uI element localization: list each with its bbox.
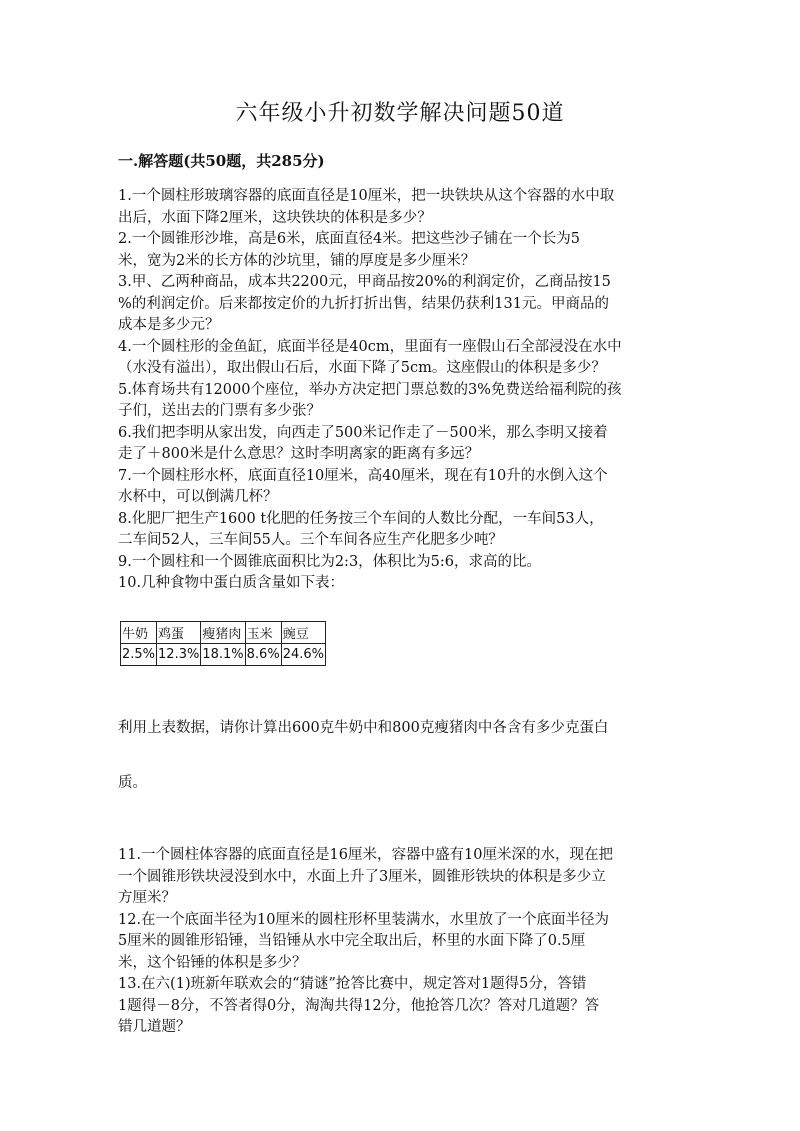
- protein-table-wrapper: [120, 621, 326, 666]
- question-line: 二车间52人，三车间55人。三个车间各应生产化肥多少吨？: [118, 532, 503, 548]
- question-line: 4.一个圆柱形的金鱼缸，底面半径是40cm，里面有一座假山石全部浸没在水中: [118, 338, 622, 355]
- question-line: 出后，水面下降2厘米，这块铁块的体积是多少？: [118, 209, 432, 226]
- question-line: 错几道题？: [118, 1019, 191, 1035]
- protein-table: [120, 621, 326, 666]
- table-question-text: 利用上表数据，请你计算出600克牛奶中和800克瘦猪肉中各含有多少克蛋白: [118, 720, 609, 736]
- question-line: 水杯中，可以倒满几杯？: [118, 489, 278, 505]
- question-line: 成本是多少元？: [118, 317, 220, 333]
- section-heading: 一.解答题(共50题，共285分): [118, 152, 325, 170]
- table-cell: 12.3%: [157, 644, 201, 666]
- table-cell: 24.6%: [281, 644, 325, 666]
- page-title: 六年级小升初数学解决问题50道: [235, 101, 565, 126]
- table-row: [121, 644, 326, 666]
- question-line: 3.甲、乙两种商品，成本共2200元，甲商品按20%的利润定价，乙商品按15: [118, 274, 611, 290]
- table-cell: 2.5%: [121, 644, 157, 666]
- question-line: 9.一个圆柱和一个圆锥底面积比为2:3，体积比为5:6，求高的比。: [118, 553, 542, 570]
- question-line: 子们，送出去的门票有多少张？: [118, 403, 321, 419]
- table-cell: 18.1%: [201, 644, 245, 666]
- table-header-row: [121, 622, 326, 644]
- question-line: 2.一个圆锥形沙堆，高是6米，底面直径4米。把这些沙子铺在一个长为5: [118, 231, 581, 247]
- table-header-cell: 牛奶: [121, 622, 157, 644]
- question-line: %的利润定价。后来都按定价的九折打折出售，结果仍获利131元。甲商品的: [118, 295, 609, 312]
- question-line: 5.体育场共有12000个座位，举办方决定把门票总数的3%免费送给福利院的孩: [118, 381, 622, 398]
- table-header-cell: 瘦猪肉: [201, 622, 245, 644]
- table-question-text-end: 质。: [118, 775, 147, 791]
- question-line: 一个圆锥形铁块浸没到水中，水面上升了3厘米，圆锥形铁块的体积是多少立: [118, 868, 606, 885]
- question-line: 6.我们把李明从家出发，向西走了500米记作走了－500米，那么李明又接着: [118, 424, 608, 441]
- question-line: 米，这个铅锤的体积是多少？: [118, 954, 307, 971]
- question-line: （水没有溢出），取出假山石后，水面下降了5cm。这座假山的体积是多少？: [118, 360, 606, 376]
- question-line: 5厘米的圆锥形铅锤，当铅锤从水中完全取出后，杯里的水面下降了0.5厘: [118, 933, 586, 949]
- table-header-cell: 鸡蛋: [157, 622, 201, 644]
- question-line: 走了＋800米是什么意思？这时李明离家的距离有多远？: [118, 446, 480, 462]
- question-line: 1.一个圆柱形玻璃容器的底面直径是10厘米，把一块铁块从这个容器的水中取: [118, 188, 615, 204]
- question-line: 10.几种食物中蛋白质含量如下表：: [118, 575, 345, 591]
- table-header-cell: 玉米: [245, 622, 281, 644]
- question-line: 12.在一个底面半径为10厘米的圆柱形杯里装满水，水里放了一个底面半径为: [118, 911, 610, 928]
- table-cell: 8.6%: [245, 644, 281, 666]
- question-line: 1题得－8分，不答者得0分，淘淘共得12分，他抢答几次？答对几道题？答: [118, 997, 600, 1014]
- question-list-part2: [118, 845, 688, 1039]
- question-line: 米，宽为2米的长方体的沙坑里，铺的厚度是多少厘米？: [118, 252, 476, 269]
- question-line: 8.化肥厂把生产1600 t化肥的任务按三个车间的人数比分配，一车间53人，: [118, 510, 604, 527]
- question-list-part1: [118, 186, 688, 595]
- question-line: 11.一个圆柱体容器的底面直径是16厘米，容器中盛有10厘米深的水，现在把: [118, 847, 613, 863]
- question-line: 方厘米？: [118, 890, 176, 906]
- question-line: 7.一个圆柱形水杯，底面直径10厘米，高40厘米，现在有10升的水倒入这个: [118, 467, 608, 484]
- question-line: 13.在六(1)班新年联欢会的“猜谜”抢答比赛中，规定答对1题得5分，答错: [118, 976, 587, 992]
- table-header-cell: 豌豆: [281, 622, 325, 644]
